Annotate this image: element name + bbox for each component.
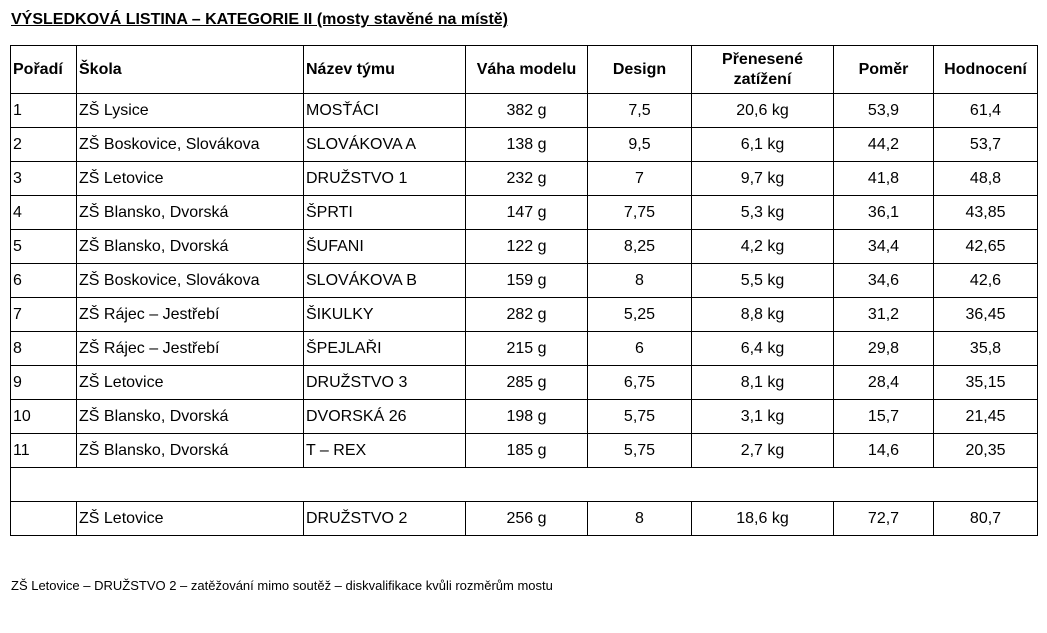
cell-school: ZŠ Rájec – Jestřebí xyxy=(77,298,304,332)
cell-ratio: 34,4 xyxy=(834,230,934,264)
cell-weight: 215 g xyxy=(466,332,588,366)
cell-score: 43,85 xyxy=(934,196,1038,230)
cell-score: 36,45 xyxy=(934,298,1038,332)
empty-cell xyxy=(11,468,1038,502)
cell-load: 3,1 kg xyxy=(692,400,834,434)
header-school: Škola xyxy=(77,46,304,94)
cell-ratio: 34,6 xyxy=(834,264,934,298)
cell-design: 7,75 xyxy=(588,196,692,230)
cell-load: 5,3 kg xyxy=(692,196,834,230)
cell-team: DRUŽSTVO 1 xyxy=(304,162,466,196)
cell-ratio: 44,2 xyxy=(834,128,934,162)
cell-weight: 122 g xyxy=(466,230,588,264)
cell-team: MOSŤÁCI xyxy=(304,94,466,128)
cell-weight: 282 g xyxy=(466,298,588,332)
cell-design: 9,5 xyxy=(588,128,692,162)
cell-rank: 5 xyxy=(11,230,77,264)
cell-ratio: 31,2 xyxy=(834,298,934,332)
cell-school: ZŠ Blansko, Dvorská xyxy=(77,434,304,468)
cell-design: 8,25 xyxy=(588,230,692,264)
cell-team: DRUŽSTVO 3 xyxy=(304,366,466,400)
cell-load: 6,1 kg xyxy=(692,128,834,162)
cell-load: 2,7 kg xyxy=(692,434,834,468)
table-row xyxy=(11,94,1038,128)
cell-school: ZŠ Blansko, Dvorská xyxy=(77,230,304,264)
cell-team: ŠPEJLAŘI xyxy=(304,332,466,366)
cell-score: 21,45 xyxy=(934,400,1038,434)
header-weight: Váha modelu xyxy=(466,46,588,94)
cell-team: ŠUFANI xyxy=(304,230,466,264)
table-row xyxy=(11,434,1038,468)
cell-ratio: 15,7 xyxy=(834,400,934,434)
cell-rank: 3 xyxy=(11,162,77,196)
cell-weight: 256 g xyxy=(466,502,588,536)
cell-score: 20,35 xyxy=(934,434,1038,468)
table-row-disqualified xyxy=(11,502,1038,536)
table-row xyxy=(11,162,1038,196)
table-header-row xyxy=(11,46,1038,94)
cell-team: SLOVÁKOVA A xyxy=(304,128,466,162)
cell-weight: 198 g xyxy=(466,400,588,434)
cell-load: 6,4 kg xyxy=(692,332,834,366)
footnote: ZŠ Letovice – DRUŽSTVO 2 – zatěžování mimo soutěž – diskvalifikace kvůli rozměrům mostu xyxy=(11,578,553,593)
cell-design: 5,75 xyxy=(588,434,692,468)
empty-row xyxy=(11,468,1038,502)
cell-rank: 9 xyxy=(11,366,77,400)
cell-ratio: 29,8 xyxy=(834,332,934,366)
cell-ratio: 36,1 xyxy=(834,196,934,230)
cell-score: 35,8 xyxy=(934,332,1038,366)
cell-ratio: 53,9 xyxy=(834,94,934,128)
cell-weight: 147 g xyxy=(466,196,588,230)
cell-team: DRUŽSTVO 2 xyxy=(304,502,466,536)
cell-weight: 185 g xyxy=(466,434,588,468)
cell-score: 35,15 xyxy=(934,366,1038,400)
cell-score: 42,6 xyxy=(934,264,1038,298)
cell-team: SLOVÁKOVA B xyxy=(304,264,466,298)
table-row xyxy=(11,196,1038,230)
cell-load: 8,1 kg xyxy=(692,366,834,400)
cell-design: 6 xyxy=(588,332,692,366)
cell-school: ZŠ Lysice xyxy=(77,94,304,128)
cell-design: 5,25 xyxy=(588,298,692,332)
cell-load: 8,8 kg xyxy=(692,298,834,332)
cell-weight: 382 g xyxy=(466,94,588,128)
cell-score: 48,8 xyxy=(934,162,1038,196)
cell-school: ZŠ Letovice xyxy=(77,502,304,536)
cell-school: ZŠ Boskovice, Slovákova xyxy=(77,264,304,298)
table-row xyxy=(11,230,1038,264)
table-row xyxy=(11,332,1038,366)
cell-school: ZŠ Boskovice, Slovákova xyxy=(77,128,304,162)
cell-rank: 7 xyxy=(11,298,77,332)
header-rank: Pořadí xyxy=(11,46,77,94)
header-team: Název týmu xyxy=(304,46,466,94)
results-table xyxy=(10,45,1038,536)
cell-ratio: 14,6 xyxy=(834,434,934,468)
cell-school: ZŠ Letovice xyxy=(77,366,304,400)
cell-team: ŠIKULKY xyxy=(304,298,466,332)
cell-load: 18,6 kg xyxy=(692,502,834,536)
table-row xyxy=(11,298,1038,332)
cell-load: 20,6 kg xyxy=(692,94,834,128)
cell-ratio: 41,8 xyxy=(834,162,934,196)
cell-rank xyxy=(11,502,77,536)
table-row xyxy=(11,264,1038,298)
header-score: Hodnocení xyxy=(934,46,1038,94)
cell-team: ŠPRTI xyxy=(304,196,466,230)
cell-load: 5,5 kg xyxy=(692,264,834,298)
cell-load: 4,2 kg xyxy=(692,230,834,264)
cell-design: 5,75 xyxy=(588,400,692,434)
header-design: Design xyxy=(588,46,692,94)
cell-rank: 4 xyxy=(11,196,77,230)
cell-design: 8 xyxy=(588,264,692,298)
cell-score: 80,7 xyxy=(934,502,1038,536)
table-row xyxy=(11,366,1038,400)
table-row xyxy=(11,128,1038,162)
cell-weight: 138 g xyxy=(466,128,588,162)
table-row xyxy=(11,400,1038,434)
cell-rank: 10 xyxy=(11,400,77,434)
cell-school: ZŠ Blansko, Dvorská xyxy=(77,400,304,434)
cell-rank: 1 xyxy=(11,94,77,128)
cell-school: ZŠ Blansko, Dvorská xyxy=(77,196,304,230)
cell-rank: 6 xyxy=(11,264,77,298)
cell-design: 6,75 xyxy=(588,366,692,400)
cell-ratio: 72,7 xyxy=(834,502,934,536)
header-ratio: Poměr xyxy=(834,46,934,94)
results-body xyxy=(11,94,1038,536)
cell-score: 42,65 xyxy=(934,230,1038,264)
cell-score: 53,7 xyxy=(934,128,1038,162)
cell-rank: 8 xyxy=(11,332,77,366)
page-title: VÝSLEDKOVÁ LISTINA – KATEGORIE II (mosty stavěné na místě) xyxy=(11,11,508,28)
cell-score: 61,4 xyxy=(934,94,1038,128)
cell-rank: 11 xyxy=(11,434,77,468)
cell-school: ZŠ Letovice xyxy=(77,162,304,196)
cell-design: 7,5 xyxy=(588,94,692,128)
cell-team: T – REX xyxy=(304,434,466,468)
cell-school: ZŠ Rájec – Jestřebí xyxy=(77,332,304,366)
cell-weight: 232 g xyxy=(466,162,588,196)
cell-ratio: 28,4 xyxy=(834,366,934,400)
cell-load: 9,7 kg xyxy=(692,162,834,196)
cell-weight: 285 g xyxy=(466,366,588,400)
header-load: Přenesené zatížení xyxy=(692,46,834,94)
cell-rank: 2 xyxy=(11,128,77,162)
cell-design: 8 xyxy=(588,502,692,536)
cell-design: 7 xyxy=(588,162,692,196)
cell-weight: 159 g xyxy=(466,264,588,298)
cell-team: DVORSKÁ 26 xyxy=(304,400,466,434)
